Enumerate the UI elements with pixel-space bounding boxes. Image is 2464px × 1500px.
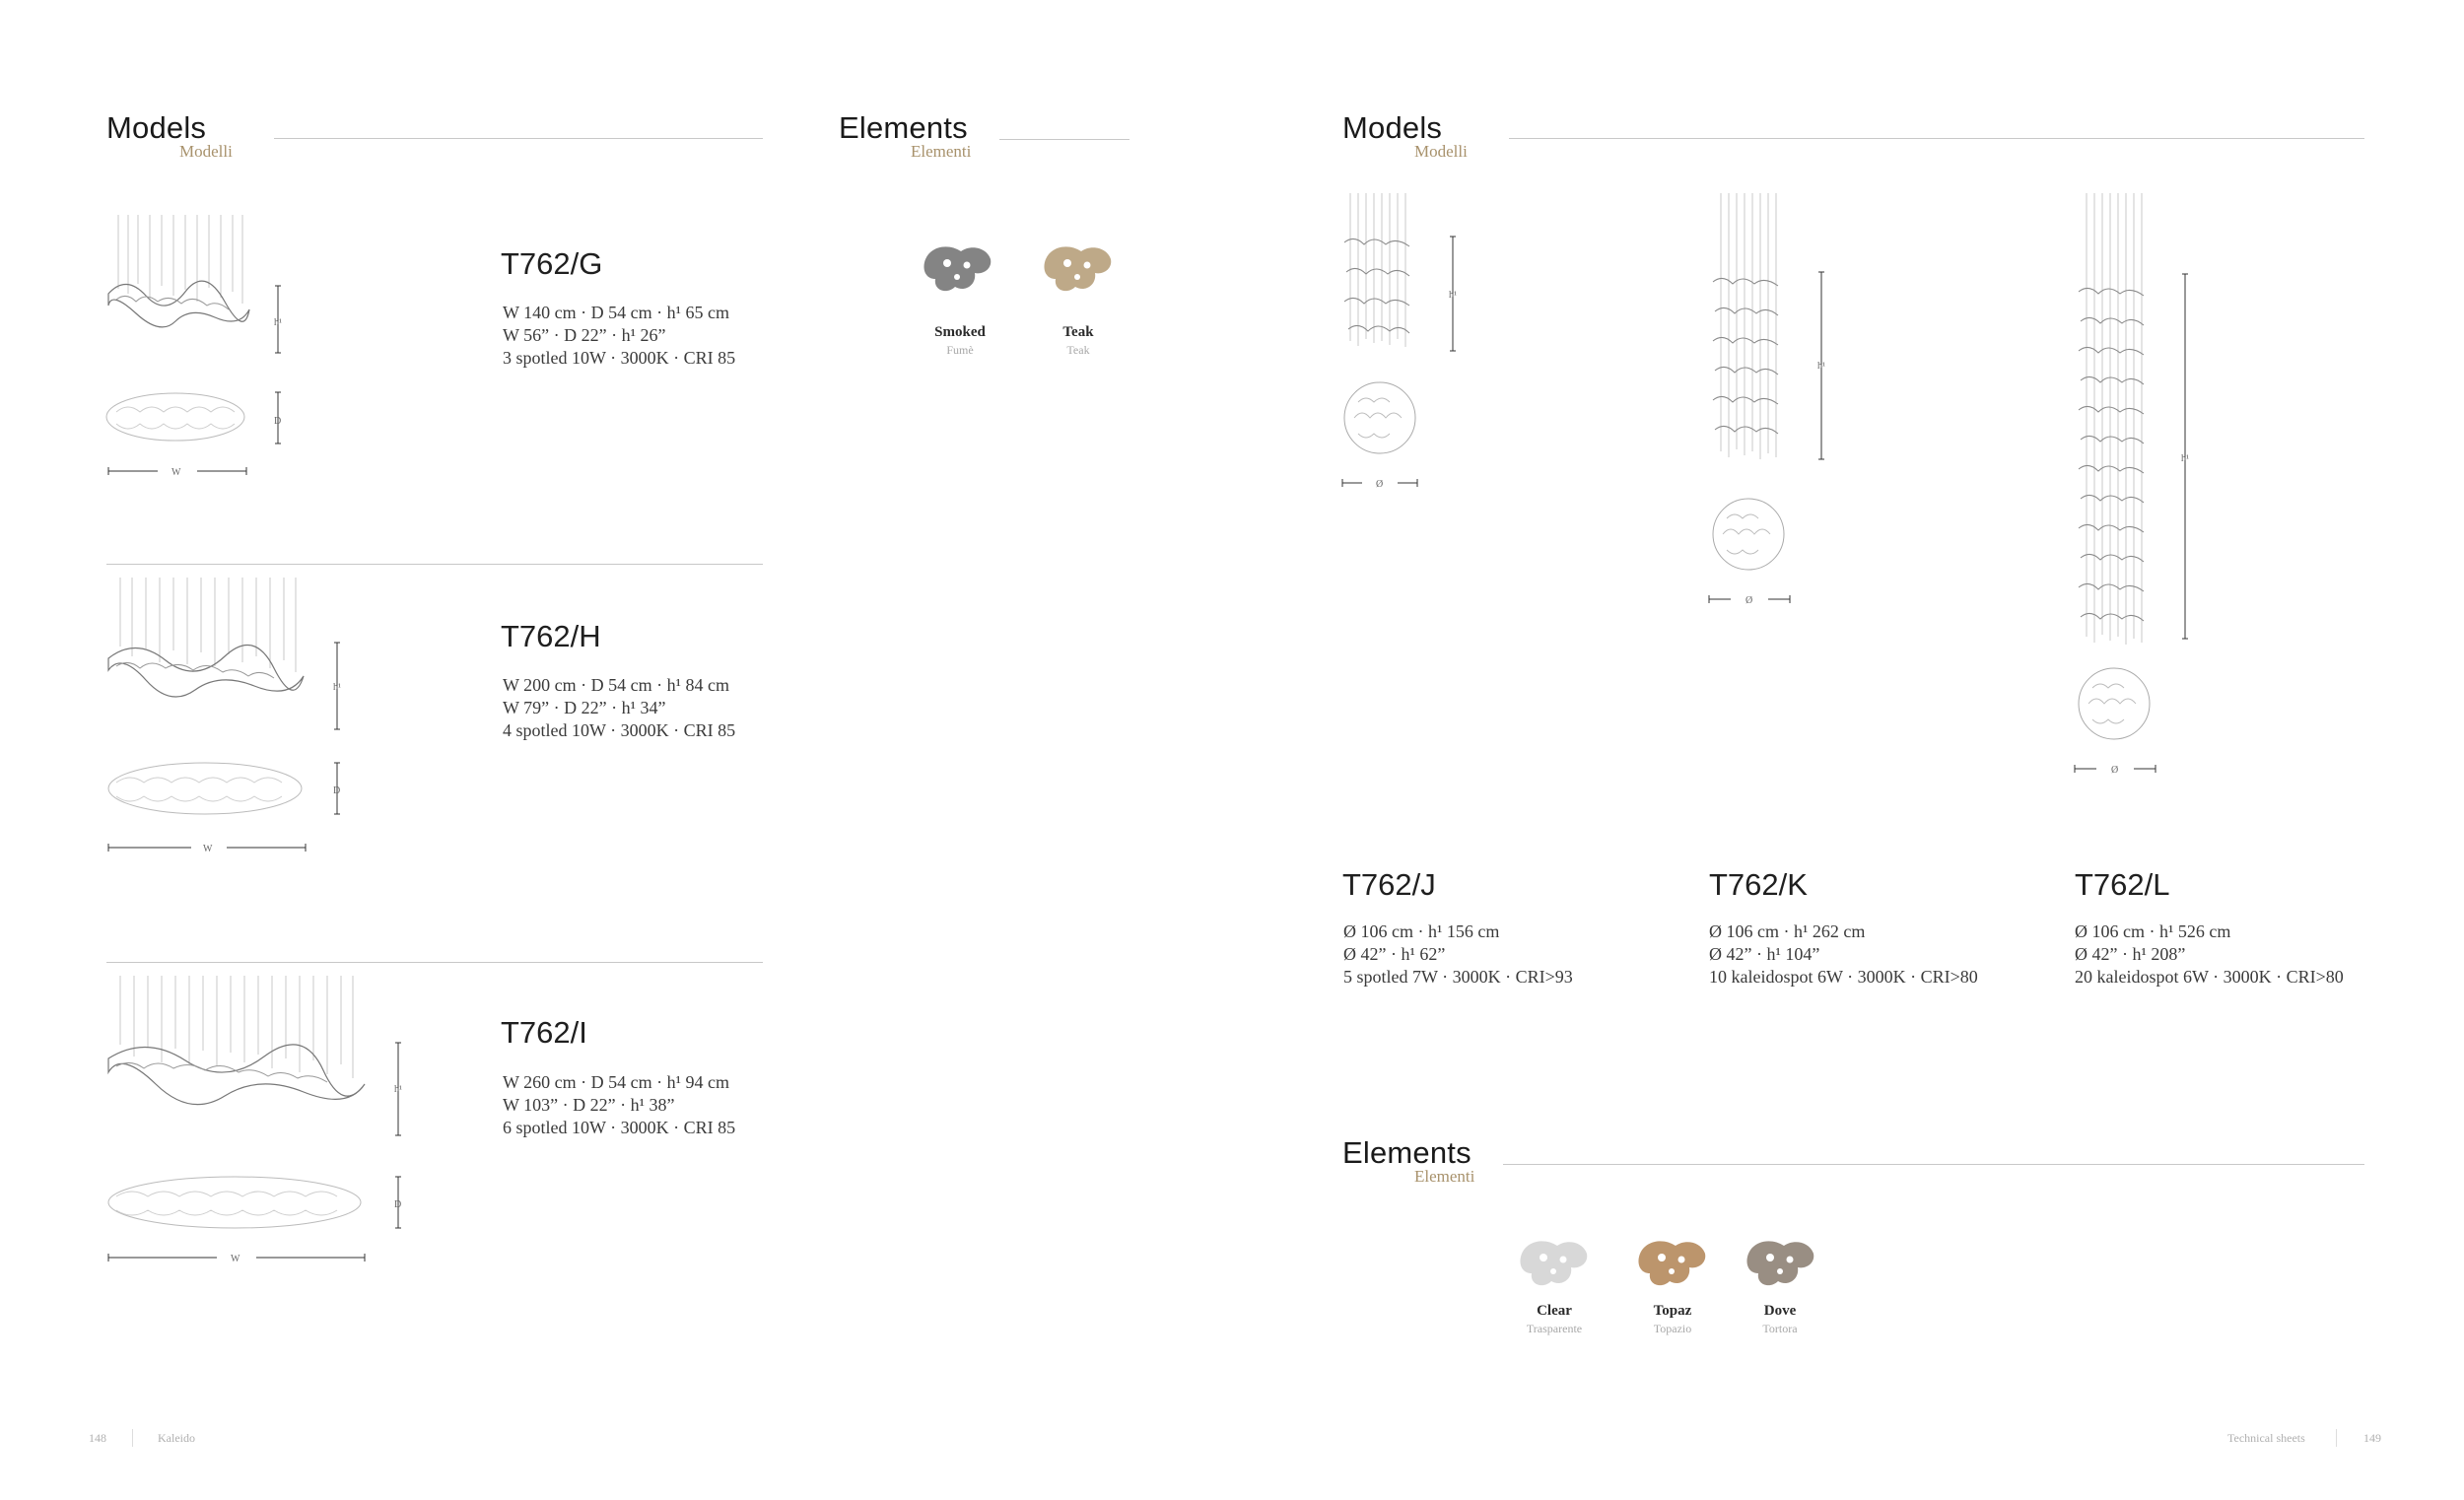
models-subtitle-left: Modelli: [179, 142, 233, 161]
t762g-drawing: [106, 215, 284, 486]
elements-title-left: Elements: [839, 110, 968, 145]
footer-section-left: Kaleido: [158, 1431, 195, 1445]
t762h-d-label: D: [333, 785, 341, 796]
element-name-teak: Teak: [1062, 324, 1094, 340]
t762j-diam-label: Ø: [1376, 479, 1384, 490]
element-sub-clear: Trasparente: [1526, 1322, 1583, 1335]
t762h-drawing: [106, 578, 353, 855]
element-sub-teak: Teak: [1066, 343, 1090, 357]
t762i-drawing: [106, 976, 412, 1263]
model-specs-t762g: W 140 cm · D 54 cm · h¹ 65 cm W 56” · D 22” · h¹ 26” 3 spotled 10W · 3000K · CRI 85: [503, 303, 736, 368]
t762g-d-label: D: [274, 416, 282, 427]
model-specs-t762j: Ø 106 cm · h¹ 156 cm Ø 42” · h¹ 62” 5 spotled 7W · 3000K · CRI>93: [1343, 921, 1573, 987]
footer-divider-right: [2336, 1429, 2337, 1447]
teak-element-image: [1042, 241, 1115, 297]
t762l-diam-label: Ø: [2111, 765, 2119, 776]
t762h-w-label: W: [203, 844, 213, 854]
model-code-t762i: T762/I: [501, 1015, 587, 1050]
model-code-t762j: T762/J: [1342, 867, 1436, 902]
t762g-w-label: W: [171, 467, 181, 478]
model-code-t762h: T762/H: [501, 619, 601, 653]
smoked-element-image: [922, 241, 994, 297]
elements-rule-left: [999, 139, 1129, 140]
elements-title-right: Elements: [1342, 1135, 1472, 1170]
element-name-dove: Dove: [1763, 1303, 1797, 1319]
models-rule-left: [274, 138, 763, 139]
models-title-left: Models: [106, 110, 207, 145]
t762h-h-label: h¹: [333, 682, 341, 693]
t762l-h-label: h¹: [2181, 453, 2189, 464]
t762i-w-label: W: [231, 1254, 240, 1264]
t762i-h-label: h¹: [394, 1084, 402, 1095]
models-title-right: Models: [1342, 110, 1443, 145]
t762k-h-label: h¹: [1817, 361, 1825, 372]
model-specs-t762h: W 200 cm · D 54 cm · h¹ 84 cm W 79” · D 22” · h¹ 34” 4 spotled 10W · 3000K · CRI 85: [503, 675, 736, 740]
model-specs-t762i: W 260 cm · D 54 cm · h¹ 94 cm W 103” · D 22” · h¹ 38” 6 spotled 10W · 3000K · CRI 85: [503, 1072, 736, 1137]
topaz-element-image: [1636, 1236, 1709, 1291]
model-code-t762g: T762/G: [501, 246, 603, 281]
t762j-drawing: [1340, 193, 1478, 489]
model-code-t762k: T762/K: [1709, 867, 1808, 902]
dove-element-image: [1745, 1236, 1817, 1291]
t762l-drawing: [2073, 193, 2211, 784]
model-specs-t762l: Ø 106 cm · h¹ 526 cm Ø 42” · h¹ 208” 20 kaleidospot 6W · 3000K · CRI>80: [2075, 921, 2344, 987]
element-name-clear: Clear: [1537, 1303, 1572, 1319]
footer-section-right: Technical sheets: [2227, 1431, 2305, 1445]
element-name-topaz: Topaz: [1653, 1303, 1692, 1319]
footer-divider-left: [132, 1429, 133, 1447]
divider-g-h: [106, 564, 763, 565]
models-rule-right: [1509, 138, 2364, 139]
footer-page-number-left: 148: [89, 1431, 106, 1445]
element-name-smoked: Smoked: [934, 324, 986, 340]
t762g-h-label: h¹: [274, 317, 282, 328]
element-sub-smoked: Fumè: [946, 343, 974, 357]
t762j-h-label: h¹: [1449, 290, 1457, 301]
clear-element-image: [1518, 1236, 1591, 1291]
footer-page-number-right: 149: [2363, 1431, 2381, 1445]
model-specs-t762k: Ø 106 cm · h¹ 262 cm Ø 42” · h¹ 104” 10 kaleidospot 6W · 3000K · CRI>80: [1709, 921, 1978, 987]
elements-rule-right: [1503, 1164, 2364, 1165]
element-sub-topaz: Topazio: [1653, 1322, 1692, 1335]
t762k-drawing: [1707, 193, 1845, 607]
elements-subtitle-right: Elementi: [1414, 1167, 1475, 1186]
model-code-t762l: T762/L: [2075, 867, 2170, 902]
divider-h-i: [106, 962, 763, 963]
element-sub-dove: Tortora: [1762, 1322, 1798, 1335]
elements-subtitle-left: Elementi: [911, 142, 972, 161]
t762k-diam-label: Ø: [1745, 595, 1753, 606]
t762i-d-label: D: [394, 1199, 402, 1210]
models-subtitle-right: Modelli: [1414, 142, 1468, 161]
